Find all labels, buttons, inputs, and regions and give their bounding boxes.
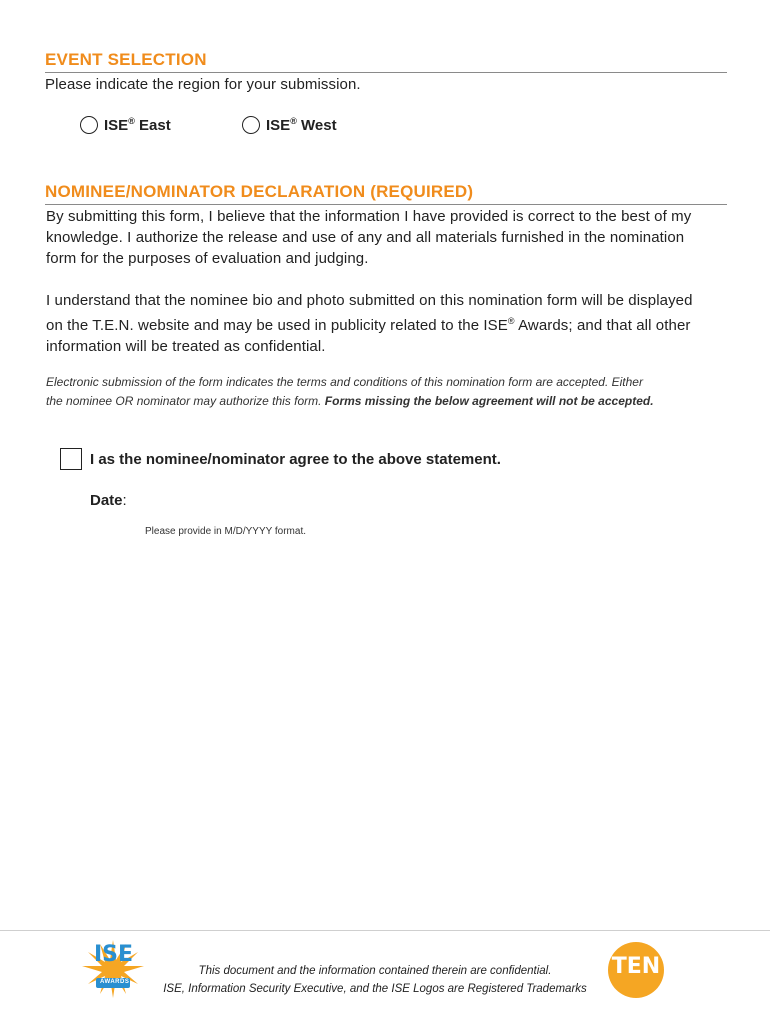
radio-option-east[interactable] xyxy=(80,116,171,134)
declaration-title: NOMINEE/NOMINATOR DECLARATION (REQUIRED) xyxy=(45,182,474,201)
event-selection-prompt: Please indicate the region for your submission. xyxy=(45,76,361,93)
ten-logo-text: TEN xyxy=(611,954,661,979)
warning-text: Forms missing the below agreement will not be accepted. xyxy=(324,394,654,408)
agree-checkbox[interactable] xyxy=(60,448,82,470)
agree-row[interactable] xyxy=(60,448,501,470)
footer-notice: This document and the information contained therein are confidential. ISE, Information Security Executive, and the ISE Logos are Registered Trademarks xyxy=(163,965,587,995)
date-format-hint: Please provide in M/D/YYYY format. xyxy=(145,526,306,537)
radio-button-west[interactable] xyxy=(242,116,260,134)
radio-button-east[interactable] xyxy=(80,116,98,134)
declaration-paragraph-1: By submitting this form, I believe that the information I have provided is correct to the best of my knowledge. I authorize the release and use of any and all materials furnished in the nomination form for the purposes of evaluation and judging. xyxy=(46,208,692,267)
radio-label-west: ISE® West xyxy=(266,116,337,134)
agree-label: I as the nominee/nominator agree to the above statement. xyxy=(90,450,501,468)
date-input[interactable] xyxy=(140,490,440,512)
section-divider xyxy=(45,204,727,205)
ise-logo-subtext: AWARDS xyxy=(100,979,130,985)
declaration-paragraph-2: I understand that the nominee bio and photo submitted on this nomination form will be displayed on the T.E.N. website and may be used in publicity related to the ISE® Awards; and that all other information will be treated as confidential. xyxy=(46,292,693,355)
ise-awards-logo xyxy=(80,938,146,1002)
date-label: Date xyxy=(90,492,123,509)
event-selection-title: EVENT SELECTION xyxy=(45,50,207,69)
ise-logo-text: ISE xyxy=(94,942,134,967)
radio-label-east: ISE® East xyxy=(104,116,171,134)
section-divider xyxy=(45,72,727,73)
footer-divider xyxy=(0,930,770,931)
radio-option-west[interactable] xyxy=(242,116,337,134)
ten-logo xyxy=(608,942,664,998)
date-row: Date: xyxy=(90,492,127,509)
submission-note: Electronic submission of the form indicates the terms and conditions of this nomination form are accepted. Either the nominee OR nominator may authorize this form. Forms missing the below agreement will not be accepted. xyxy=(46,375,654,408)
